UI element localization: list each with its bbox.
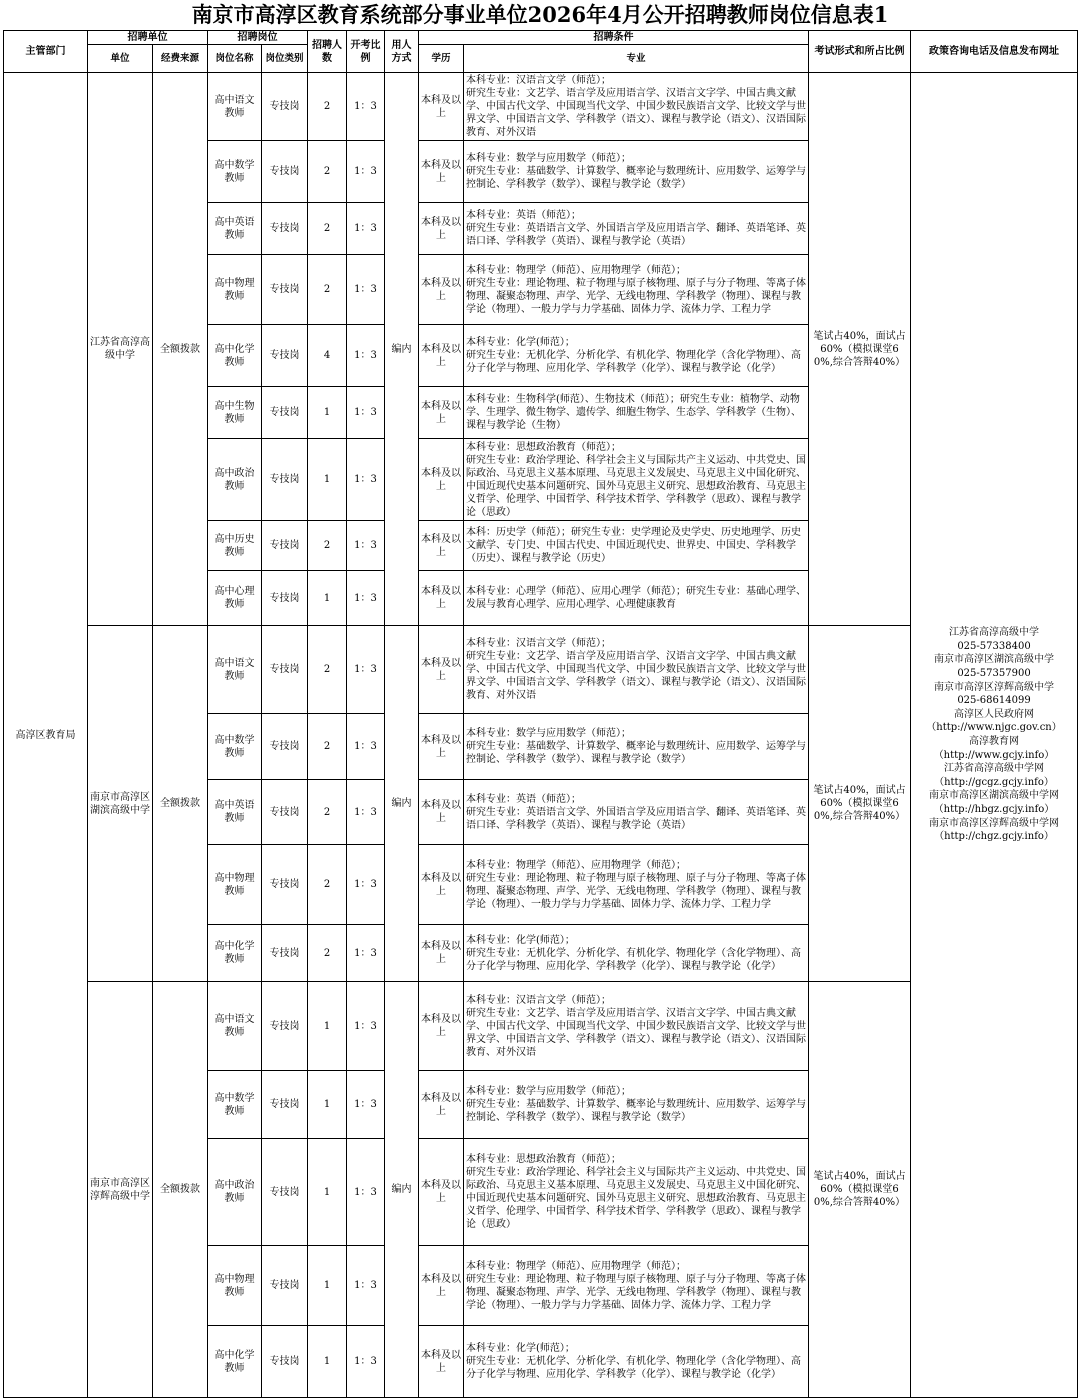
header-employ: 用人方式	[385, 31, 419, 73]
education-cell: 本科及以上	[419, 325, 464, 387]
post-type-cell: 专技岗	[262, 1139, 308, 1246]
education-cell: 本科及以上	[419, 1246, 464, 1326]
ratio-cell: 1：3	[347, 255, 385, 325]
post-type-cell: 专技岗	[262, 845, 308, 925]
department-cell: 高淳区教育局	[4, 73, 88, 1398]
ratio-cell: 1：3	[347, 521, 385, 571]
contact-line: 高淳教育网	[969, 736, 1019, 747]
contact-line: 南京市高淳区淳辉高级中学	[934, 681, 1054, 693]
count-cell: 1	[308, 1326, 347, 1398]
post-type-cell: 专技岗	[262, 925, 308, 982]
post-name-cell: 高中数学教师	[208, 141, 262, 203]
post-type-cell: 专技岗	[262, 203, 308, 255]
ratio-cell: 1：3	[347, 714, 385, 780]
major-cell: 本科专业：物理学（师范）、应用物理学（师范）； 研究生专业：理论物理、粒子物理与原子核物理、原子与分子物理、等离子体物理、凝聚态物理、声学、光学、无线电物理、学科教学（物理）、课程与教学论（物理）、一般力学与力学基础、固体力学、流体力学、工程力学	[464, 1246, 809, 1326]
ratio-cell: 1：3	[347, 141, 385, 203]
education-cell: 本科及以上	[419, 203, 464, 255]
post-name-cell: 高中化学教师	[208, 1326, 262, 1398]
major-cell: 本科专业：化学(师范）； 研究生专业：无机化学、分析化学、有机化学、物理化学（含化学物理）、高分子化学与物理、应用化学、学科教学（化学）、课程与教学论（化学）	[464, 1326, 809, 1398]
count-cell: 1	[308, 387, 347, 439]
header-post-name: 岗位名称	[208, 45, 262, 73]
count-cell: 2	[308, 255, 347, 325]
ratio-cell: 1：3	[347, 1139, 385, 1246]
header-funding: 经费来源	[153, 45, 208, 73]
document-title: 南京市高淳区教育系统部分事业单位2026年4月公开招聘教师岗位信息表1	[191, 2, 889, 27]
major-cell: 本科专业：物理学（师范）、应用物理学（师范）； 研究生专业：理论物理、粒子物理与原子核物理、原子与分子物理、等离子体物理、凝聚态物理、声学、光学、无线电物理、学科教学（物理）、课程与教学论（物理）、一般力学与力学基础、固体力学、流体力学、工程力学	[464, 255, 809, 325]
major-cell: 本科专业：英语（师范）； 研究生专业：英语语言文学、外国语言学及应用语言学、翻译、英语笔译、英语口译、学科教学（英语）、课程与教学论（英语）	[464, 203, 809, 255]
exam-cell: 笔试占40%，面试占60%（模拟课堂60%,综合答辩40%）	[809, 982, 911, 1398]
table-row	[4, 73, 1078, 141]
post-type-cell: 专技岗	[262, 982, 308, 1071]
post-name-cell: 高中生物教师	[208, 387, 262, 439]
education-cell: 本科及以上	[419, 1071, 464, 1139]
post-type-cell: 专技岗	[262, 780, 308, 845]
header-education: 学历	[419, 45, 464, 73]
ratio-cell: 1：3	[347, 845, 385, 925]
education-cell: 本科及以上	[419, 571, 464, 626]
unit-name-cell: 江苏省高淳高级中学	[88, 73, 153, 626]
contact-line: 南京市高淳区湖滨高级中学网	[929, 790, 1059, 802]
count-cell: 2	[308, 73, 347, 141]
job-table	[3, 30, 1078, 1398]
major-cell: 本科专业：数学与应用数学（师范）； 研究生专业：基础数学、计算数学、概率论与数理统计、应用数学、运筹学与控制论、学科教学（数学）、课程与教学论（数学）	[464, 714, 809, 780]
post-name-cell: 高中政治教师	[208, 439, 262, 521]
ratio-cell: 1：3	[347, 439, 385, 521]
major-cell: 本科专业：汉语言文学（师范）； 研究生专业：文艺学、语言学及应用语言学、汉语言文字学、中国古典文献学、中国古代文学、中国现当代文学、中国少数民族语言文学、比较文学与世界文学、中国语言文学、学科教学（语文）、课程与教学论（语文）、汉语国际教育、对外汉语	[464, 626, 809, 714]
major-cell: 本科专业：生物科学(师范）、生物技术（师范）；研究生专业：植物学、动物学、生理学、微生物学、遗传学、细胞生物学、生态学、学科教学（生物）、课程与教学论（生物）	[464, 387, 809, 439]
major-cell: 本科专业：化学(师范）； 研究生专业：无机化学、分析化学、有机化学、物理化学（含化学物理）、高分子化学与物理、应用化学、学科教学（化学）、课程与教学论（化学）	[464, 325, 809, 387]
contact-line: 025-57338400	[957, 640, 1031, 652]
major-cell: 本科专业：汉语言文学（师范）； 研究生专业：文艺学、语言学及应用语言学、汉语言文字学、中国古典文献学、中国古代文学、中国现当代文学、中国少数民族语言文学、比较文学与世界文学、中国语言文学、学科教学（语文）、课程与教学论（语文）、汉语国际教育、对外汉语	[464, 73, 809, 141]
header-unit: 单位	[88, 45, 153, 73]
contact-info-cell	[911, 73, 1078, 1398]
education-cell: 本科及以上	[419, 714, 464, 780]
exam-cell: 笔试占40%，面试占60%（模拟课堂60%,综合答辩40%）	[809, 626, 911, 982]
post-name-cell: 高中英语教师	[208, 203, 262, 255]
post-type-cell: 专技岗	[262, 255, 308, 325]
post-type-cell: 专技岗	[262, 141, 308, 203]
contact-line: 025-68614099	[957, 695, 1031, 707]
post-type-cell: 专技岗	[262, 1246, 308, 1326]
post-type-cell: 专技岗	[262, 626, 308, 714]
ratio-cell: 1：3	[347, 325, 385, 387]
contact-line: （http://hbgz.gcjy.info）	[933, 803, 1055, 815]
education-cell: 本科及以上	[419, 1139, 464, 1246]
count-cell: 2	[308, 925, 347, 982]
education-cell: 本科及以上	[419, 141, 464, 203]
ratio-cell: 1：3	[347, 780, 385, 845]
header-major: 专业	[464, 45, 809, 73]
count-cell: 1	[308, 571, 347, 626]
count-cell: 1	[308, 1246, 347, 1326]
post-type-cell: 专技岗	[262, 439, 308, 521]
post-type-cell: 专技岗	[262, 73, 308, 141]
employ-cell: 编内	[385, 626, 419, 982]
header-exam: 考试形式和所占比例	[809, 31, 911, 73]
post-name-cell: 高中化学教师	[208, 925, 262, 982]
header-count: 招聘人数	[308, 31, 347, 73]
count-cell: 2	[308, 845, 347, 925]
contact-line: 江苏省高淳高级中学网	[944, 763, 1044, 775]
count-cell: 4	[308, 325, 347, 387]
post-type-cell: 专技岗	[262, 1071, 308, 1139]
count-cell: 1	[308, 1139, 347, 1246]
post-name-cell: 高中历史教师	[208, 521, 262, 571]
education-cell: 本科及以上	[419, 845, 464, 925]
header-dept: 主管部门	[4, 31, 88, 73]
header-conditions-group: 招聘条件	[419, 31, 809, 45]
header-contact: 政策咨询电话及信息发布网址	[911, 31, 1078, 73]
major-cell: 本科专业：化学(师范）； 研究生专业：无机化学、分析化学、有机化学、物理化学（含化学物理）、高分子化学与物理、应用化学、学科教学（化学）、课程与教学论（化学）	[464, 925, 809, 982]
major-cell: 本科专业：英语（师范）； 研究生专业：英语语言文学、外国语言学及应用语言学、翻译、英语笔译、英语口译、学科教学（英语）、课程与教学论（英语）	[464, 780, 809, 845]
ratio-cell: 1：3	[347, 1246, 385, 1326]
post-type-cell: 专技岗	[262, 521, 308, 571]
count-cell: 2	[308, 714, 347, 780]
major-cell: 本科专业：物理学（师范）、应用物理学（师范）； 研究生专业：理论物理、粒子物理与原子核物理、原子与分子物理、等离子体物理、凝聚态物理、声学、光学、无线电物理、学科教学（物理）、课程与教学论（物理）、一般力学与力学基础、固体力学、流体力学、工程力学	[464, 845, 809, 925]
unit-name-cell: 南京市高淳区湖滨高级中学	[88, 626, 153, 982]
count-cell: 1	[308, 439, 347, 521]
count-cell: 2	[308, 780, 347, 845]
post-type-cell: 专技岗	[262, 571, 308, 626]
post-name-cell: 高中物理教师	[208, 1246, 262, 1326]
major-cell: 本科：历史学（师范）；研究生专业：史学理论及史学史、历史地理学、历史文献学、专门史、中国古代史、中国近现代史、世界史、中国史、学科教学（历史）、课程与教学论（历史）	[464, 521, 809, 571]
major-cell: 本科专业：汉语言文学（师范）； 研究生专业：文艺学、语言学及应用语言学、汉语言文字学、中国古典文献学、中国古代文学、中国现当代文学、中国少数民族语言文学、比较文学与世界文学、中国语言文学、学科教学（语文）、课程与教学论（语文）、汉语国际教育、对外汉语	[464, 982, 809, 1071]
contact-line: （http://chgz.gcjy.info）	[934, 831, 1054, 843]
header-ratio: 开考比例	[347, 31, 385, 73]
ratio-cell: 1：3	[347, 626, 385, 714]
contact-line: 南京市高淳区湖滨高级中学	[934, 654, 1054, 666]
count-cell: 2	[308, 141, 347, 203]
major-cell: 本科专业：心理学（师范）、应用心理学（师范）；研究生专业：基础心理学、发展与教育心理学、应用心理学、心理健康教育	[464, 571, 809, 626]
contact-line: 高淳区人民政府网	[954, 708, 1034, 720]
post-name-cell: 高中语文教师	[208, 73, 262, 141]
funding-cell: 全额拨款	[153, 73, 208, 626]
post-type-cell: 专技岗	[262, 387, 308, 439]
contact-line: 南京市高淳区淳辉高级中学网	[929, 817, 1059, 829]
post-name-cell: 高中心理教师	[208, 571, 262, 626]
major-cell: 本科专业：数学与应用数学（师范）； 研究生专业：基础数学、计算数学、概率论与数理统计、应用数学、运筹学与控制论、学科教学（数学）、课程与教学论（数学）	[464, 1071, 809, 1139]
ratio-cell: 1：3	[347, 571, 385, 626]
education-cell: 本科及以上	[419, 1326, 464, 1398]
employ-cell: 编内	[385, 73, 419, 626]
education-cell: 本科及以上	[419, 387, 464, 439]
count-cell: 2	[308, 203, 347, 255]
post-name-cell: 高中英语教师	[208, 780, 262, 845]
major-cell: 本科专业：数学与应用数学（师范）； 研究生专业：基础数学、计算数学、概率论与数理统计、应用数学、运筹学与控制论、学科教学（数学）、课程与教学论（数学）	[464, 141, 809, 203]
table-body	[4, 73, 1078, 1398]
employ-cell: 编内	[385, 982, 419, 1398]
education-cell: 本科及以上	[419, 73, 464, 141]
major-cell: 本科专业：思想政治教育（师范）； 研究生专业：政治学理论、科学社会主义与国际共产主义运动、中共党史、国际政治、马克思主义基本原理、马克思主义发展史、马克思主义中国化研究、中国近现代史基本问题研究、国外马克思主义研究、思想政治教育、马克思主义哲学、伦理学、中国哲学、科学技术哲学、学科教学（思政）、课程与教学论（思政）	[464, 1139, 809, 1246]
funding-cell: 全额拨款	[153, 982, 208, 1398]
header-unit-group: 招聘单位	[88, 31, 208, 45]
count-cell: 1	[308, 982, 347, 1071]
contact-line: （http://www.njgc.gov.cn）	[926, 722, 1062, 734]
education-cell: 本科及以上	[419, 925, 464, 982]
unit-name-cell: 南京市高淳区淳辉高级中学	[88, 982, 153, 1398]
count-cell: 1	[308, 1071, 347, 1139]
education-cell: 本科及以上	[419, 255, 464, 325]
post-type-cell: 专技岗	[262, 1326, 308, 1398]
post-type-cell: 专技岗	[262, 714, 308, 780]
header-post-type: 岗位类别	[262, 45, 308, 73]
ratio-cell: 1：3	[347, 1071, 385, 1139]
post-name-cell: 高中语文教师	[208, 982, 262, 1071]
post-name-cell: 高中政治教师	[208, 1139, 262, 1246]
education-cell: 本科及以上	[419, 626, 464, 714]
post-type-cell: 专技岗	[262, 325, 308, 387]
education-cell: 本科及以上	[419, 780, 464, 845]
contact-line: （http://www.gcjy.info）	[933, 749, 1055, 761]
ratio-cell: 1：3	[347, 982, 385, 1071]
ratio-cell: 1：3	[347, 387, 385, 439]
ratio-cell: 1：3	[347, 73, 385, 141]
education-cell: 本科及以上	[419, 521, 464, 571]
ratio-cell: 1：3	[347, 203, 385, 255]
ratio-cell: 1：3	[347, 925, 385, 982]
post-name-cell: 高中数学教师	[208, 1071, 262, 1139]
funding-cell: 全额拨款	[153, 626, 208, 982]
contact-line: 江苏省高淳高级中学	[949, 627, 1039, 639]
education-cell: 本科及以上	[419, 439, 464, 521]
post-name-cell: 高中化学教师	[208, 325, 262, 387]
ratio-cell: 1：3	[347, 1326, 385, 1398]
post-name-cell: 高中语文教师	[208, 626, 262, 714]
contact-line: （http://gcgz.gcjy.info）	[934, 776, 1054, 788]
exam-cell: 笔试占40%，面试占60%（模拟课堂60%,综合答辩40%）	[809, 73, 911, 626]
count-cell: 2	[308, 521, 347, 571]
major-cell: 本科专业：思想政治教育（师范）； 研究生专业：政治学理论、科学社会主义与国际共产主义运动、中共党史、国际政治、马克思主义基本原理、马克思主义发展史、马克思主义中国化研究、中国近现代史基本问题研究、国外马克思主义研究、思想政治教育、马克思主义哲学、伦理学、中国哲学、科学技术哲学、学科教学（思政）、课程与教学论（思政）	[464, 439, 809, 521]
post-name-cell: 高中数学教师	[208, 714, 262, 780]
contact-line: 025-57357900	[957, 668, 1031, 680]
education-cell: 本科及以上	[419, 982, 464, 1071]
post-name-cell: 高中物理教师	[208, 845, 262, 925]
count-cell: 2	[308, 626, 347, 714]
header-post-group: 招聘岗位	[208, 31, 308, 45]
post-name-cell: 高中物理教师	[208, 255, 262, 325]
